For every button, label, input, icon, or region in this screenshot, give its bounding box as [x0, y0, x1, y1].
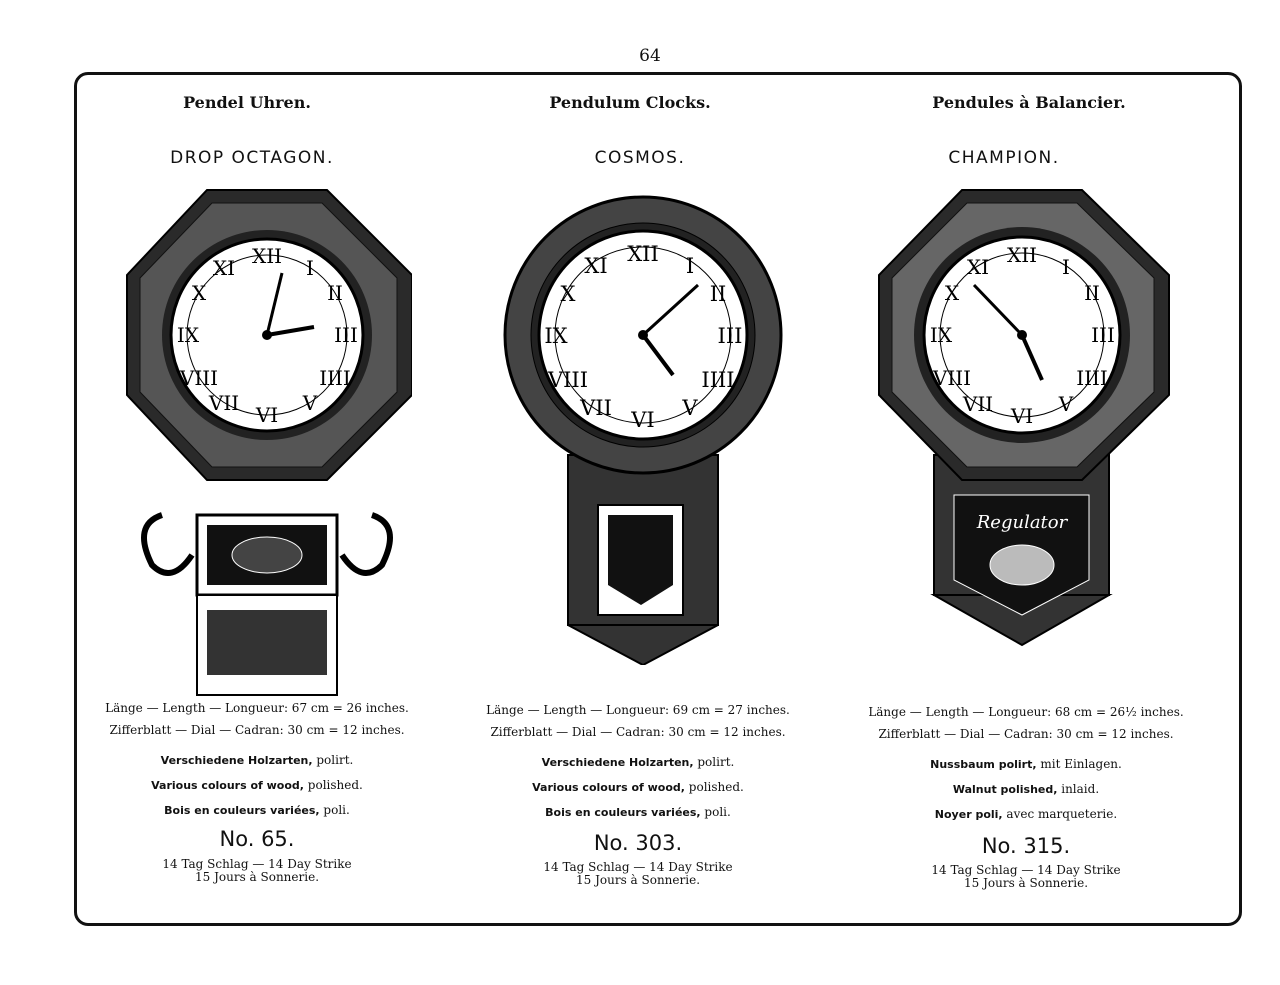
svg-text:II: II	[1084, 281, 1100, 305]
svg-text:XI: XI	[584, 254, 608, 278]
svg-text:X: X	[560, 282, 576, 306]
svg-text:I: I	[306, 256, 314, 280]
desc-fr-bold: Bois en couleurs variées,	[164, 804, 320, 817]
desc-en-rest: inlaid.	[1057, 782, 1100, 796]
product-column-champion	[844, 75, 1224, 923]
strike-info	[836, 864, 1216, 890]
desc-en-rest: polished.	[684, 780, 744, 794]
desc-en-bold: Walnut polished,	[952, 783, 1058, 796]
svg-text:VII: VII	[962, 392, 994, 416]
svg-text:XI: XI	[966, 255, 990, 279]
cosmos-clock-illustration	[498, 185, 788, 665]
strike-info	[448, 861, 828, 887]
svg-text:I: I	[1062, 255, 1070, 279]
column-header: Pendel Uhren.	[183, 93, 311, 112]
desc-de-bold: Nussbaum polirt,	[930, 758, 1037, 771]
svg-text:VIII: VIII	[932, 366, 972, 390]
desc-fr-rest: poli.	[700, 805, 731, 819]
material-description	[448, 750, 828, 825]
svg-text:II: II	[327, 281, 343, 305]
strike-line-1: 14 Tag Schlag — 14 Day Strike	[543, 860, 733, 874]
svg-text:X: X	[944, 281, 960, 305]
strike-line-2: 15 Jours à Sonnerie.	[575, 873, 701, 887]
product-column-drop-octagon	[77, 75, 457, 923]
svg-text:VIII: VIII	[179, 366, 219, 390]
svg-text:XII: XII	[251, 244, 283, 268]
drop-octagon-clock-illustration	[122, 185, 412, 705]
product-number: No. 303.	[593, 831, 683, 855]
svg-text:III: III	[334, 323, 358, 347]
strike-line-2: 15 Jours à Sonnerie.	[963, 876, 1089, 890]
svg-text:III: III	[717, 324, 743, 348]
svg-text:V: V	[682, 396, 698, 420]
spec-dial: Zifferblatt — Dial — Cadran: 30 cm = 12 inches.	[109, 723, 405, 737]
spec-dial: Zifferblatt — Dial — Cadran: 30 cm = 12 inches.	[878, 727, 1174, 741]
model-name: DROP OCTAGON.	[170, 148, 334, 168]
svg-text:VI: VI	[631, 408, 655, 432]
spec-length: Länge — Length — Longueur: 67 cm = 26 inches.	[105, 701, 409, 715]
dimension-specs	[448, 699, 828, 743]
svg-text:III: III	[1091, 323, 1115, 347]
svg-text:IX: IX	[176, 323, 200, 347]
svg-text:II: II	[709, 282, 727, 306]
svg-text:IX: IX	[929, 323, 953, 347]
svg-text:IX: IX	[544, 324, 568, 348]
svg-text:XII: XII	[1006, 243, 1038, 267]
strike-line-1: 14 Tag Schlag — 14 Day Strike	[931, 863, 1121, 877]
product-number: No. 65.	[219, 827, 295, 851]
svg-text:XII: XII	[627, 242, 659, 266]
page-number: 64	[639, 46, 661, 66]
column-header: Pendules à Balancier.	[932, 93, 1126, 112]
svg-text:VI: VI	[1010, 404, 1034, 428]
strike-info	[67, 858, 447, 884]
desc-de-rest: mit Einlagen.	[1036, 757, 1122, 771]
desc-fr-bold: Bois en couleurs variées,	[545, 806, 701, 819]
material-description	[67, 748, 447, 823]
dimension-specs	[67, 697, 447, 741]
svg-text:VIII: VIII	[547, 368, 589, 392]
catalog-frame	[74, 72, 1242, 926]
desc-de-bold: Verschiedene Holzarten,	[160, 754, 313, 767]
svg-text:XI: XI	[212, 256, 236, 280]
desc-en-rest: polished.	[303, 778, 363, 792]
product-number: No. 315.	[981, 834, 1071, 858]
desc-de-rest: polirt.	[693, 755, 735, 769]
model-name: COSMOS.	[594, 148, 686, 168]
spec-length: Länge — Length — Longueur: 69 cm = 27 inches.	[486, 703, 790, 717]
desc-en-bold: Various colours of wood,	[151, 779, 304, 792]
desc-fr-rest: avec marqueterie.	[1002, 807, 1118, 821]
door-label: Regulator	[976, 512, 1068, 533]
desc-de-rest: polirt.	[312, 753, 354, 767]
strike-line-1: 14 Tag Schlag — 14 Day Strike	[162, 857, 352, 871]
svg-text:VI: VI	[255, 403, 279, 427]
model-name: CHAMPION.	[948, 148, 1060, 168]
strike-line-2: 15 Jours à Sonnerie.	[194, 870, 320, 884]
dimension-specs	[836, 701, 1216, 745]
desc-fr-rest: poli.	[319, 803, 350, 817]
product-column-cosmos	[460, 75, 840, 923]
svg-text:I: I	[685, 254, 695, 278]
column-header: Pendulum Clocks.	[549, 93, 711, 112]
desc-de-bold: Verschiedene Holzarten,	[541, 756, 694, 769]
desc-en-bold: Various colours of wood,	[532, 781, 685, 794]
svg-text:VII: VII	[580, 396, 612, 420]
svg-text:IIII: IIII	[1076, 366, 1108, 390]
svg-text:VII: VII	[208, 391, 240, 415]
svg-text:V: V	[302, 391, 318, 415]
material-description	[836, 752, 1216, 827]
svg-text:IIII: IIII	[701, 368, 735, 392]
desc-fr-bold: Noyer poli,	[934, 808, 1003, 821]
champion-clock-illustration	[874, 185, 1174, 655]
svg-text:X: X	[191, 281, 207, 305]
svg-text:IIII: IIII	[319, 366, 351, 390]
spec-dial: Zifferblatt — Dial — Cadran: 30 cm = 12 inches.	[490, 725, 786, 739]
spec-length: Länge — Length — Longueur: 68 cm = 26½ inches.	[868, 705, 1184, 719]
svg-text:V: V	[1058, 392, 1074, 416]
